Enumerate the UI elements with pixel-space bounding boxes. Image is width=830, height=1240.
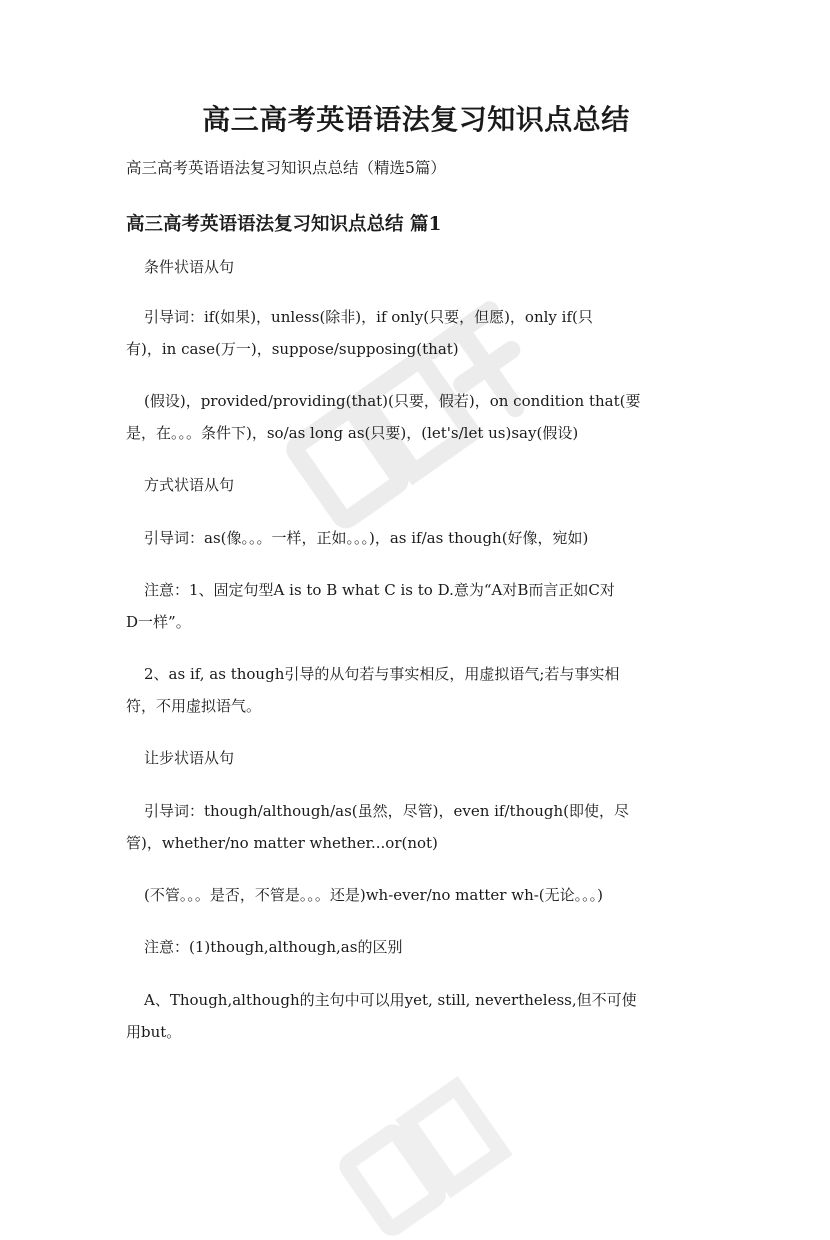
paragraph	[126, 658, 706, 722]
paragraph	[126, 984, 706, 1048]
section-heading: 高三高考英语语法复习知识点总结 篇1	[126, 214, 442, 235]
paragraph	[126, 931, 724, 963]
paragraph-line: 条件状语从句	[144, 258, 235, 276]
paragraph-line: 注意：(1)though,although,as的区别	[144, 938, 403, 956]
paragraph-line: D一样”。	[126, 613, 191, 631]
paragraph	[126, 522, 724, 554]
paragraph-line: 注意：1、固定句型A is to B what C is to D.意为“A对B而言正如C对	[144, 581, 615, 599]
paragraph-line: 符，不用虚拟语气。	[126, 697, 262, 715]
document-title: 高三高考英语语法复习知识点总结	[202, 103, 630, 136]
document-subtitle: 高三高考英语语法复习知识点总结（精选5篇）	[126, 159, 446, 177]
paragraph-line: 是，在。。。条件下)，so/as long as(只要)，(let's/let us)say(假设)	[126, 424, 579, 442]
paragraph	[126, 251, 724, 283]
paragraph-line: 有)，in case(万一)，suppose/supposing(that)	[126, 340, 459, 358]
paragraph-line: 2、as if, as though引导的从句若与事实相反，用虚拟语气;若与事实相	[144, 665, 620, 683]
paragraph-line: 方式状语从句	[144, 476, 235, 494]
paragraph	[126, 742, 724, 774]
paragraph	[126, 385, 706, 449]
paragraph-line: 引导词：as(像。。。一样，正如。。。)，as if/as though(好像，宛如)	[144, 529, 589, 547]
paragraph	[126, 574, 706, 638]
paragraph-line: (不管。。。是否，不管是。。。还是)wh-ever/no matter wh-(无论。。。)	[144, 886, 603, 904]
paragraph-line: A、Though,although的主句中可以用yet, still, nevertheless,但不可使	[144, 991, 637, 1009]
paragraph	[126, 301, 706, 365]
paragraph-line: 让步状语从句	[144, 749, 235, 767]
paragraph	[126, 879, 724, 911]
paragraph-line: 引导词：if(如果)，unless(除非)，if only(只要，但愿)，only if(只	[144, 308, 593, 326]
watermark-graphic-bottom	[320, 1040, 580, 1240]
paragraph	[126, 795, 706, 859]
paragraph	[126, 469, 724, 501]
paragraph-line: 用but。	[126, 1023, 182, 1041]
paragraph-line: 引导词：though/although/as(虽然，尽管)，even if/though(即使，尽	[144, 802, 630, 820]
paragraph-line: (假设)，provided/providing(that)(只要，假若)，on condition that(要	[144, 392, 641, 410]
paragraph-line: 管)，whether/no matter whether...or(not)	[126, 834, 438, 852]
